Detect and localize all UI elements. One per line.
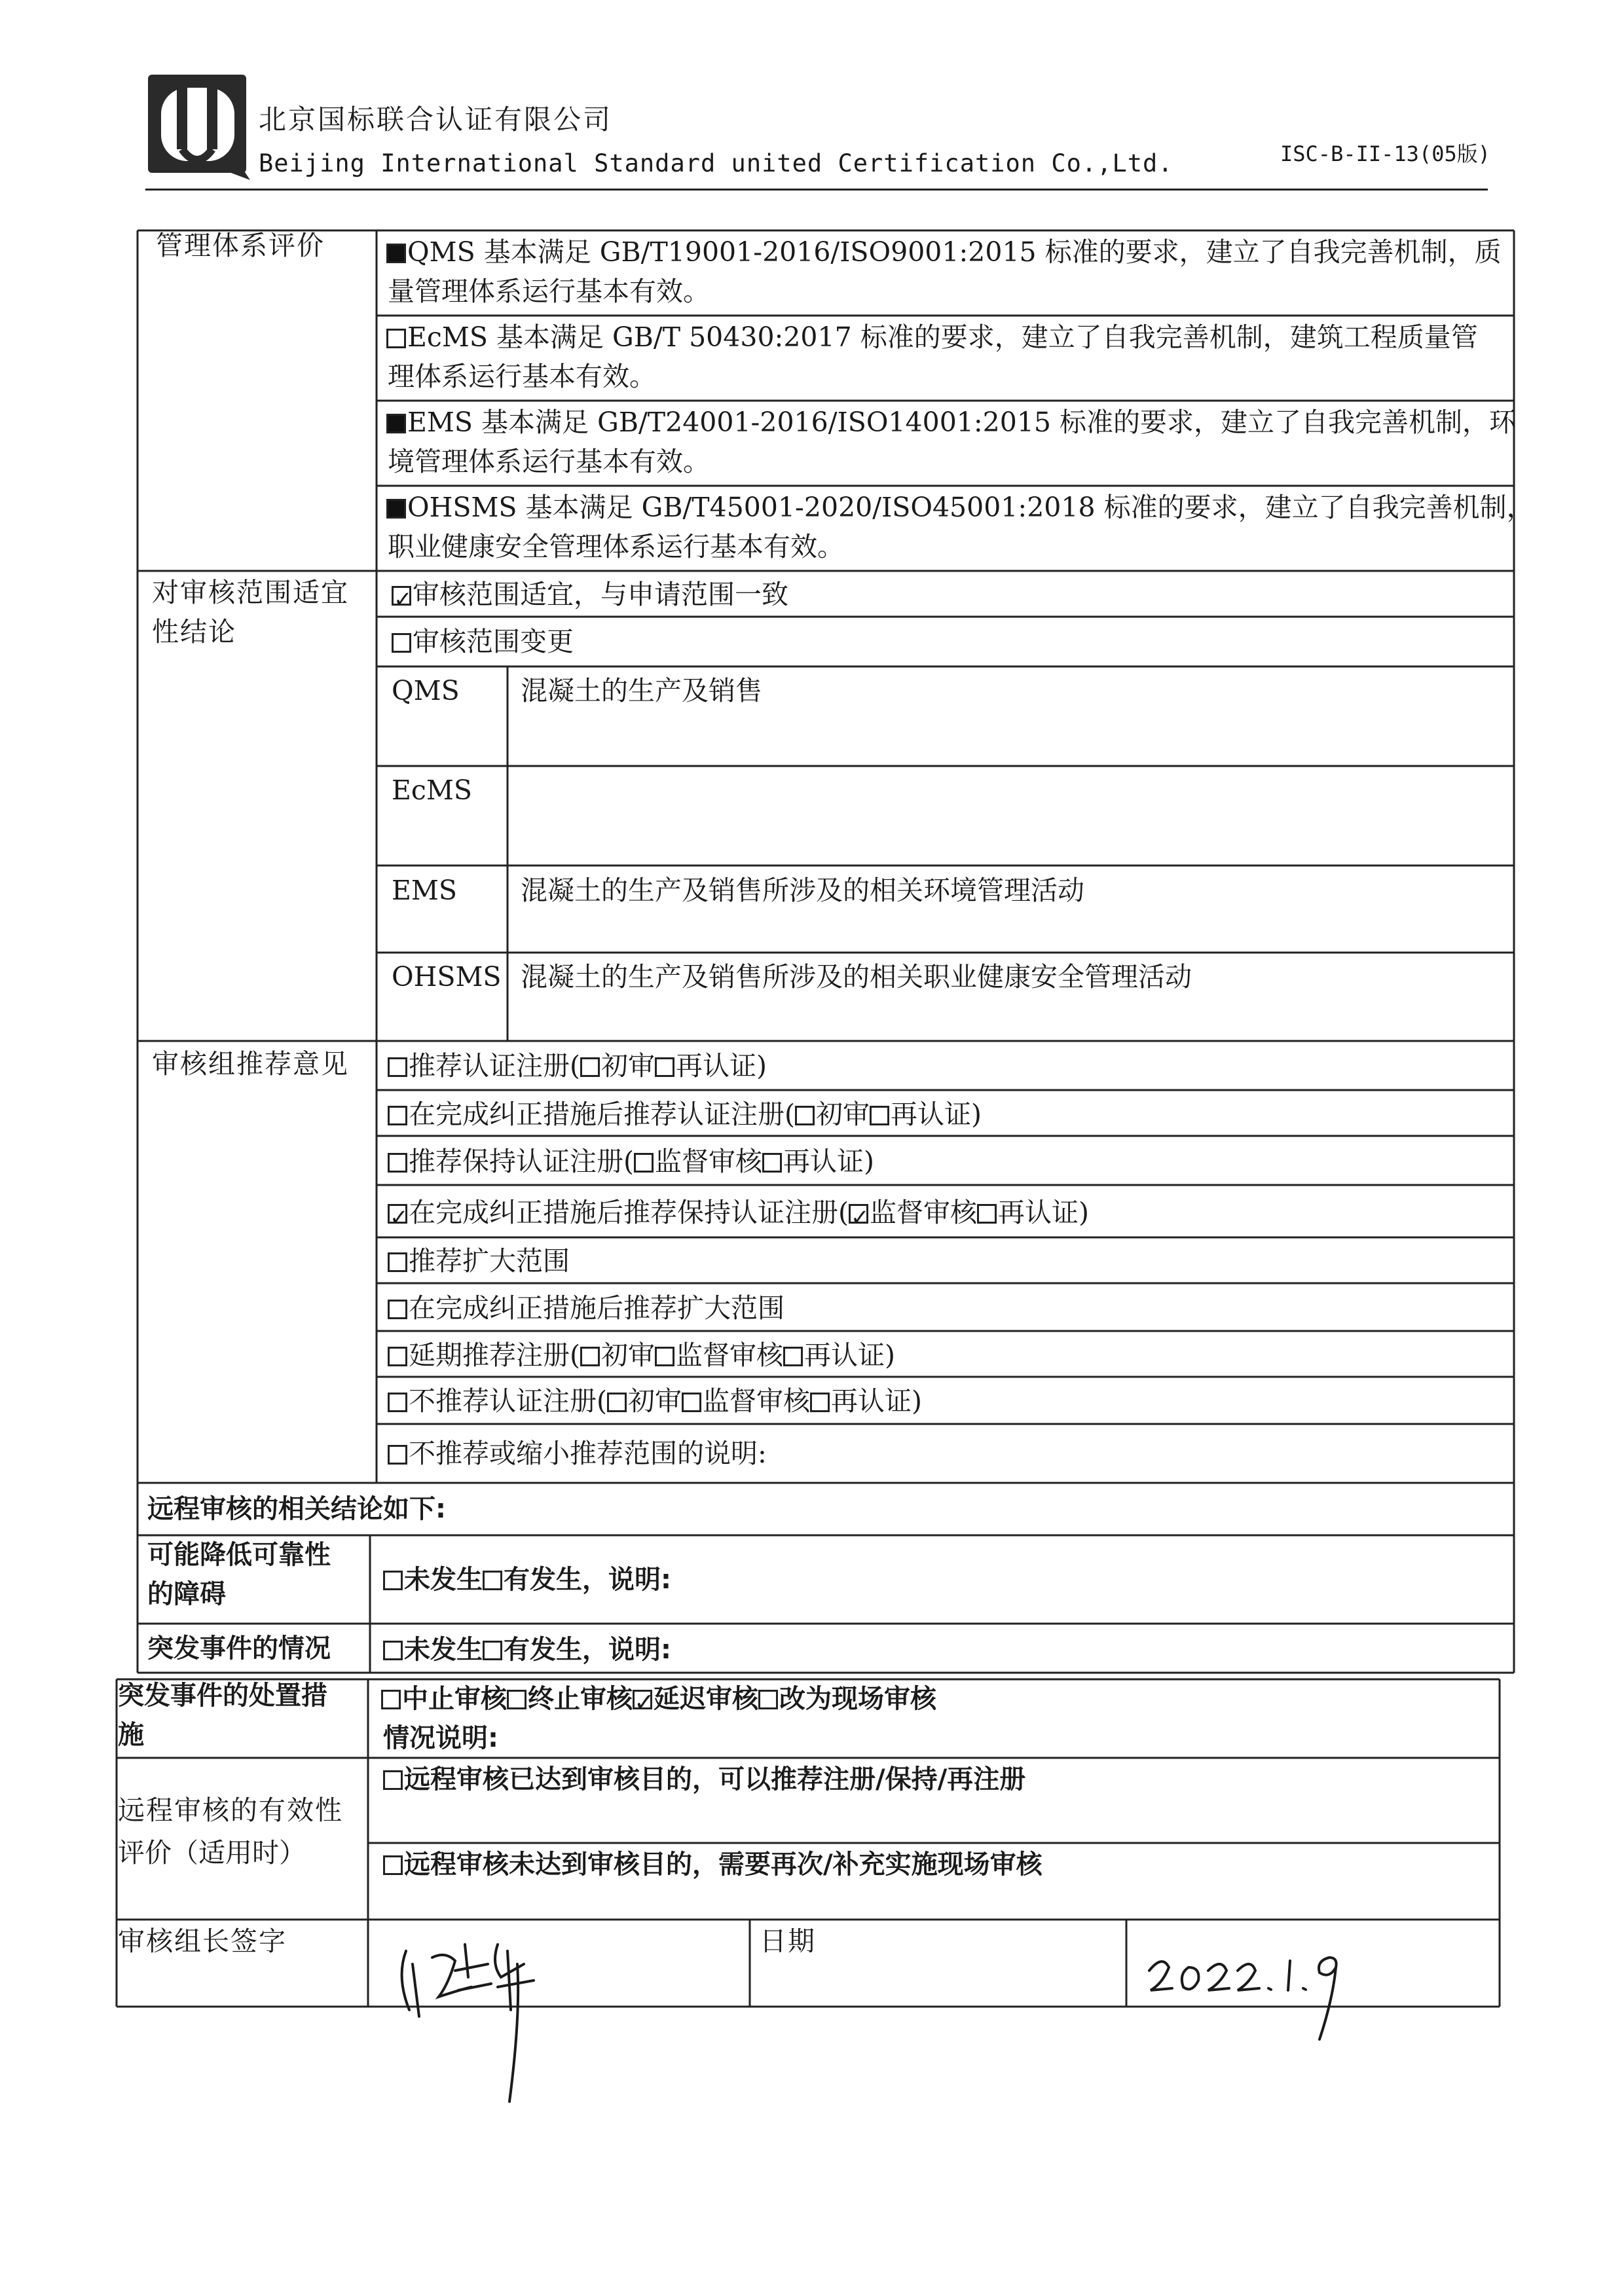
- eval-qms-line1[interactable]: QMS 基本满足 GB/T19001-2016/ISO9001:2015 标准的要求，建立了自我完善机制，质: [386, 232, 1502, 272]
- incident-options[interactable]: 未发生 有发生，说明:: [383, 1630, 671, 1669]
- scope-system-qms: QMS: [392, 675, 460, 706]
- scope-changed-option[interactable]: 审核范围变更: [392, 622, 574, 661]
- rec-postpone-recert-checkbox[interactable]: [783, 1347, 803, 1366]
- rec-register-checkbox[interactable]: [388, 1057, 407, 1077]
- rec-maintain-after-ca-checkbox[interactable]: [388, 1204, 407, 1224]
- scope-suitable-checkbox[interactable]: [392, 586, 411, 606]
- leader-signature-label: 审核组长签字: [118, 1925, 287, 1957]
- validity-achieved-option[interactable]: 远程审核已达到审核目的，可以推荐注册/保持/再注册: [383, 1760, 1025, 1799]
- rec-postpone-initial-checkbox[interactable]: [580, 1347, 600, 1366]
- scope-system-ems: EMS: [392, 875, 457, 906]
- obstacle-options[interactable]: 未发生 有发生，说明:: [383, 1560, 671, 1599]
- obstacle-label-line1: 可能降低可靠性: [147, 1540, 331, 1570]
- eval-qms-line2: 量管理体系运行基本有效。: [388, 276, 710, 307]
- rec-maintain-option[interactable]: 推荐保持认证注册( 监督审核 再认证): [388, 1142, 874, 1181]
- measure-onsite-checkbox[interactable]: [758, 1690, 778, 1709]
- scope-text-ems: 混凝土的生产及销售所涉及的相关环境管理活动: [521, 875, 1084, 906]
- measure-terminate-checkbox[interactable]: [507, 1690, 526, 1709]
- eval-ecms-line1[interactable]: EcMS 基本满足 GB/T 50430:2017 标准的要求，建立了自我完善机制，建筑工程质量管: [386, 318, 1478, 357]
- rec-not-recommend-initial-checkbox[interactable]: [607, 1393, 627, 1412]
- rec-register-option[interactable]: 推荐认证注册( 初审 再认证): [388, 1046, 767, 1085]
- situation-label: 情况说明:: [383, 1723, 498, 1753]
- qms-checkbox[interactable]: [386, 244, 406, 263]
- rec-explanation-option[interactable]: 不推荐或缩小推荐范围的说明:: [388, 1434, 767, 1473]
- rec-postpone-option[interactable]: 延期推荐注册( 初审 监督审核 再认证): [388, 1336, 895, 1375]
- rec-register-recert-checkbox[interactable]: [655, 1057, 674, 1077]
- rec-register-after-ca-option[interactable]: 在完成纠正措施后推荐认证注册( 初审 再认证): [388, 1095, 982, 1134]
- validity-not-achieved-option[interactable]: 远程审核未达到审核目的，需要再次/补充实施现场审核: [383, 1845, 1043, 1884]
- obstacle-label-line2: 的障碍: [147, 1579, 226, 1609]
- rec-postpone-surveillance-checkbox[interactable]: [655, 1347, 674, 1366]
- rec-not-recommend-recert-checkbox[interactable]: [810, 1393, 830, 1412]
- scope-text-qms: 混凝土的生产及销售: [521, 675, 762, 706]
- rec-maintain-checkbox[interactable]: [388, 1153, 407, 1173]
- measure-suspend-checkbox[interactable]: [381, 1690, 401, 1709]
- scope-changed-checkbox[interactable]: [392, 633, 411, 653]
- obstacle-occurred-checkbox[interactable]: [483, 1571, 502, 1590]
- scope-system-ecms: EcMS: [392, 774, 472, 806]
- rec-explanation-checkbox[interactable]: [388, 1445, 407, 1465]
- rec-maintain-recert-checkbox[interactable]: [762, 1153, 782, 1173]
- measures-label-line1: 突发事件的处置措: [118, 1681, 327, 1711]
- rec-register-after-ca-recert-checkbox[interactable]: [870, 1106, 889, 1125]
- validity-achieved-checkbox[interactable]: [383, 1770, 403, 1790]
- eval-ecms-line2: 理体系运行基本有效。: [388, 361, 656, 392]
- measure-delay-checkbox[interactable]: [633, 1690, 652, 1709]
- rec-maintain-after-ca-option[interactable]: ✓在完成纠正措施后推荐保持认证注册(✓ 监督审核 再认证): [388, 1193, 1089, 1232]
- scope-text-ohsms: 混凝土的生产及销售所涉及的相关职业健康安全管理活动: [521, 961, 1192, 993]
- measures-label-line2: 施: [118, 1720, 144, 1750]
- rec-not-recommend-checkbox[interactable]: [388, 1393, 407, 1412]
- rec-extend-option[interactable]: 推荐扩大范围: [388, 1241, 570, 1281]
- leader-signature: [393, 1925, 563, 2108]
- obstacle-not-occurred-checkbox[interactable]: [383, 1571, 403, 1590]
- eval-ems-line1[interactable]: EMS 基本满足 GB/T24001-2016/ISO14001:2015 标准的要求，建立了自我完善机制，环: [386, 403, 1516, 442]
- rec-maintain-surveillance-checkbox[interactable]: [634, 1153, 654, 1173]
- ohsms-checkbox[interactable]: [386, 499, 406, 519]
- scope-system-ohsms: OHSMS: [392, 961, 502, 993]
- validity-label-line2: 评价（适用时）: [118, 1837, 306, 1868]
- company-name-en: Beijing International Standard united Certification Co.,Ltd.: [259, 149, 1173, 177]
- incident-label: 突发事件的情况: [147, 1633, 331, 1664]
- form-code: ISC-B-II-13(05版): [1280, 141, 1490, 166]
- ems-checkbox[interactable]: [386, 414, 406, 433]
- measures-options[interactable]: 中止审核 终止审核✓ 延迟审核 改为现场审核: [381, 1679, 936, 1719]
- rec-register-after-ca-initial-checkbox[interactable]: [795, 1106, 815, 1125]
- eval-ohsms-line1[interactable]: OHSMS 基本满足 GB/T45001-2020/ISO45001:2018 标准的要求，建立了自我完善机制，: [386, 488, 1534, 527]
- evaluation-label: 管理体系评价: [156, 230, 325, 261]
- handwritten-date: [1143, 1935, 1352, 2046]
- rec-maintain-after-ca-recert-checkbox[interactable]: [977, 1204, 997, 1224]
- validity-label-line1: 远程审核的有效性: [118, 1795, 343, 1826]
- rec-register-after-ca-checkbox[interactable]: [388, 1106, 407, 1125]
- remote-heading: 远程审核的相关结论如下:: [147, 1494, 446, 1524]
- date-label: 日期: [760, 1925, 816, 1957]
- rec-extend-checkbox[interactable]: [388, 1252, 407, 1272]
- scope-suitable-option[interactable]: ✓审核范围适宜，与申请范围一致: [392, 575, 788, 614]
- validity-not-achieved-checkbox[interactable]: [383, 1855, 403, 1875]
- scope-label-line1: 对审核范围适宜: [152, 577, 349, 608]
- scope-label-line2: 性结论: [152, 616, 236, 647]
- rec-not-recommend-option[interactable]: 不推荐认证注册( 初审 监督审核 再认证): [388, 1381, 922, 1421]
- rec-maintain-after-ca-surveillance-checkbox[interactable]: [849, 1204, 868, 1224]
- eval-ohsms-line2: 职业健康安全管理体系运行基本有效。: [388, 531, 844, 562]
- rec-extend-after-ca-checkbox[interactable]: [388, 1300, 407, 1319]
- recommend-label: 审核组推荐意见: [152, 1048, 349, 1080]
- rec-extend-after-ca-option[interactable]: 在完成纠正措施后推荐扩大范围: [388, 1288, 784, 1328]
- incident-not-occurred-checkbox[interactable]: [383, 1641, 403, 1660]
- company-name-cn: 北京国标联合认证有限公司: [259, 103, 613, 136]
- incident-occurred-checkbox[interactable]: [483, 1641, 502, 1660]
- rec-not-recommend-surveillance-checkbox[interactable]: [682, 1393, 701, 1412]
- rec-register-initial-checkbox[interactable]: [580, 1057, 600, 1077]
- rec-postpone-checkbox[interactable]: [388, 1347, 407, 1366]
- eval-ems-line2: 境管理体系运行基本有效。: [388, 446, 710, 477]
- ecms-checkbox[interactable]: [386, 329, 406, 348]
